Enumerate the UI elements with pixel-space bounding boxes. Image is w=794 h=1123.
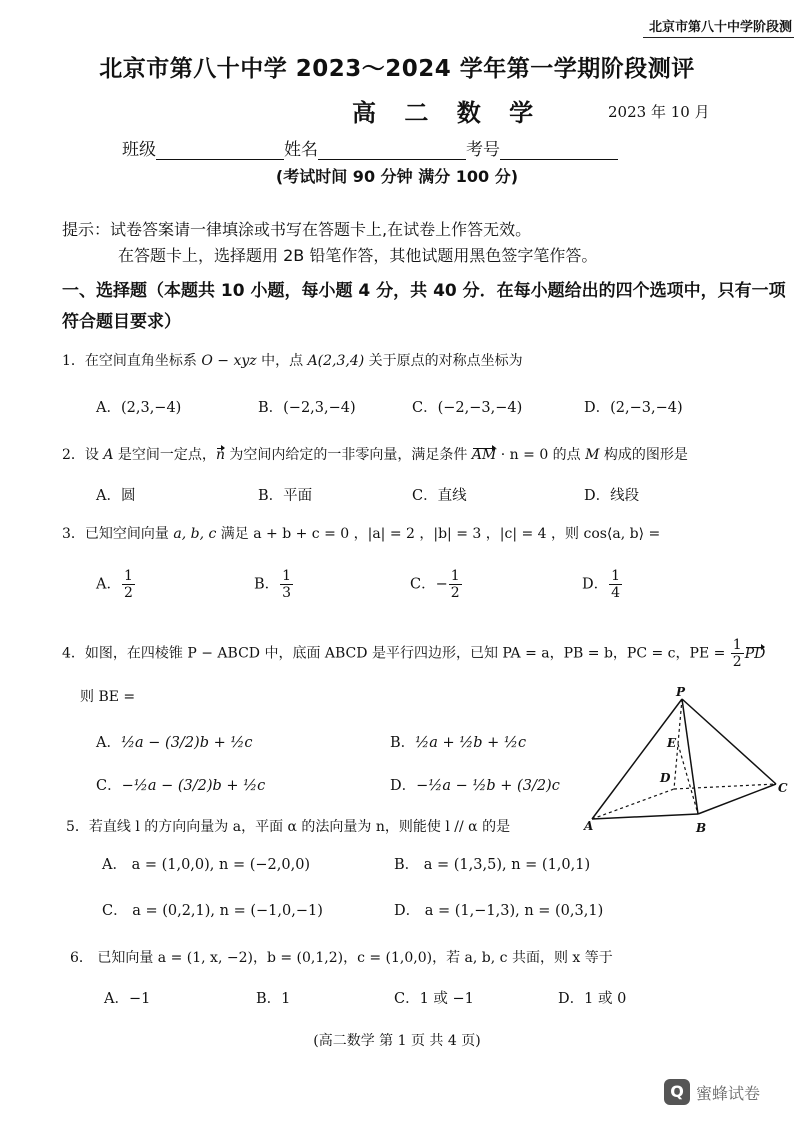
question-5-option-b[interactable]: B． a = (1,3,5), n = (1,0,1)	[394, 857, 591, 873]
question-6-option-d[interactable]: D．1 或 0	[558, 991, 627, 1007]
section-header-line-2: 符合题目要求）	[62, 312, 181, 332]
corner-header: 北京市第八十中学阶段测	[643, 16, 794, 38]
page-footer: (高二数学 第 1 页 共 4 页)	[313, 1033, 481, 1049]
edge-pa	[592, 699, 682, 819]
question-4-option-a[interactable]: A．½a − (3/2)b + ½c	[96, 735, 253, 751]
question-2-option-a[interactable]: A．圆	[96, 488, 136, 504]
watermark-text: 蜜蜂试卷	[696, 1083, 761, 1103]
question-5-option-d[interactable]: D． a = (1,−1,3), n = (0,3,1)	[394, 903, 604, 919]
question-6-option-a[interactable]: A．−1	[104, 991, 151, 1007]
subject-title: 高 二 数 学	[352, 99, 544, 127]
question-2-option-d[interactable]: D．线段	[584, 488, 640, 504]
question-3-stem: 3．已知空间向量 a, b, c 满足 a + b + c = 0 ，|a| = 2 ，|b| = 3 ，|c| = 4 ，则 cos⟨a, b⟩ =	[62, 526, 661, 542]
question-2-stem: 2．设 A 是空间一定点，n 为空间内给定的一非零向量，满足条件 AM · n = 0 的点 M 构成的图形是	[62, 447, 688, 463]
edge-bc	[698, 784, 776, 814]
id-field[interactable]	[500, 143, 618, 160]
edge-ad	[592, 789, 674, 819]
label-p: P	[676, 685, 686, 699]
label-d: D	[660, 771, 671, 785]
question-3-option-a[interactable]: A． $\frac{1}{2}$	[96, 568, 133, 601]
question-5-stem: 5．若直线 l 的方向向量为 a，平面 α 的法向量为 n，则能使 l // α 的是	[66, 819, 511, 835]
question-3-option-d[interactable]: D． $\frac{1}{4}$	[582, 568, 621, 601]
label-e: E	[667, 736, 677, 750]
question-1-option-b[interactable]: B．(−2,3,−4)	[258, 400, 356, 416]
pyramid-figure	[580, 684, 794, 836]
label-a: A	[584, 819, 594, 833]
question-3-option-c[interactable]: C．− $\frac{1}{2}$	[410, 568, 460, 601]
edge-ab	[592, 814, 698, 819]
name-label: 姓名	[284, 140, 318, 160]
name-field[interactable]	[318, 143, 466, 160]
question-6-option-b[interactable]: B．1	[256, 991, 291, 1007]
question-4-option-d[interactable]: D．−½a − ½b + (3/2)c	[390, 778, 560, 794]
question-1-option-d[interactable]: D．(2,−3,−4)	[584, 400, 683, 416]
question-1-stem: 1．在空间直角坐标系 O − xyz 中，点 A(2,3,4) 关于原点的对称点坐标为	[62, 353, 523, 369]
question-6-stem: 6． 已知向量 a = (1, x, −2)，b = (0,1,2)，c = (1,0,0)，若 a, b, c 共面，则 x 等于	[70, 950, 613, 966]
segment-be	[678, 744, 698, 814]
watermark-logo	[664, 1079, 760, 1105]
notice-line-2: 在答题卡上，选择题用 2B 铅笔作答，其他试题用黑色签字笔作答。	[118, 246, 598, 265]
question-4-then: 则 BE =	[80, 689, 136, 705]
question-2-option-b[interactable]: B．平面	[258, 488, 313, 504]
exam-date: 2023 年 10 月	[608, 103, 710, 121]
edge-pb	[682, 699, 698, 814]
edge-pc	[682, 699, 776, 784]
question-4-stem: 4．如图，在四棱锥 P − ABCD 中，底面 ABCD 是平行四边形，已知 PA = a，PB = b，PC = c，PE = $\frac{1}{2}$ PD	[62, 637, 766, 670]
time-info: (考试时间 90 分钟 满分 100 分)	[275, 167, 519, 186]
class-label: 班级	[122, 140, 156, 160]
question-1-option-c[interactable]: C．(−2,−3,−4)	[412, 400, 523, 416]
question-3-option-b[interactable]: B． $\frac{1}{3}$	[254, 568, 292, 601]
id-label: 考号	[466, 140, 500, 160]
label-c: C	[778, 781, 788, 795]
question-4-option-c[interactable]: C．−½a − (3/2)b + ½c	[96, 778, 266, 794]
bee-logo-icon: Q	[664, 1079, 690, 1105]
question-5-option-c[interactable]: C． a = (0,2,1), n = (−1,0,−1)	[102, 903, 323, 919]
question-2-option-c[interactable]: C．直线	[412, 488, 467, 504]
question-4-option-b[interactable]: B．½a + ½b + ½c	[390, 735, 527, 751]
label-b: B	[696, 821, 707, 835]
question-5-option-a[interactable]: A． a = (1,0,0), n = (−2,0,0)	[102, 857, 311, 873]
info-line	[122, 135, 618, 160]
class-field[interactable]	[156, 143, 284, 160]
question-6-option-c[interactable]: C．1 或 −1	[394, 991, 474, 1007]
page-title: 北京市第八十中学 2023～2024 学年第一学期阶段测评	[99, 56, 695, 82]
section-header-line-1: 一、选择题（本题共 10 小题，每小题 4 分，共 40 分．在每小题给出的四个选项中，只有一项	[62, 281, 786, 301]
question-1-option-a[interactable]: A．(2,3,−4)	[96, 400, 182, 416]
notice-line-1: 提示：试卷答案请一律填涂或书写在答题卡上,在试卷上作答无效。	[62, 220, 532, 239]
